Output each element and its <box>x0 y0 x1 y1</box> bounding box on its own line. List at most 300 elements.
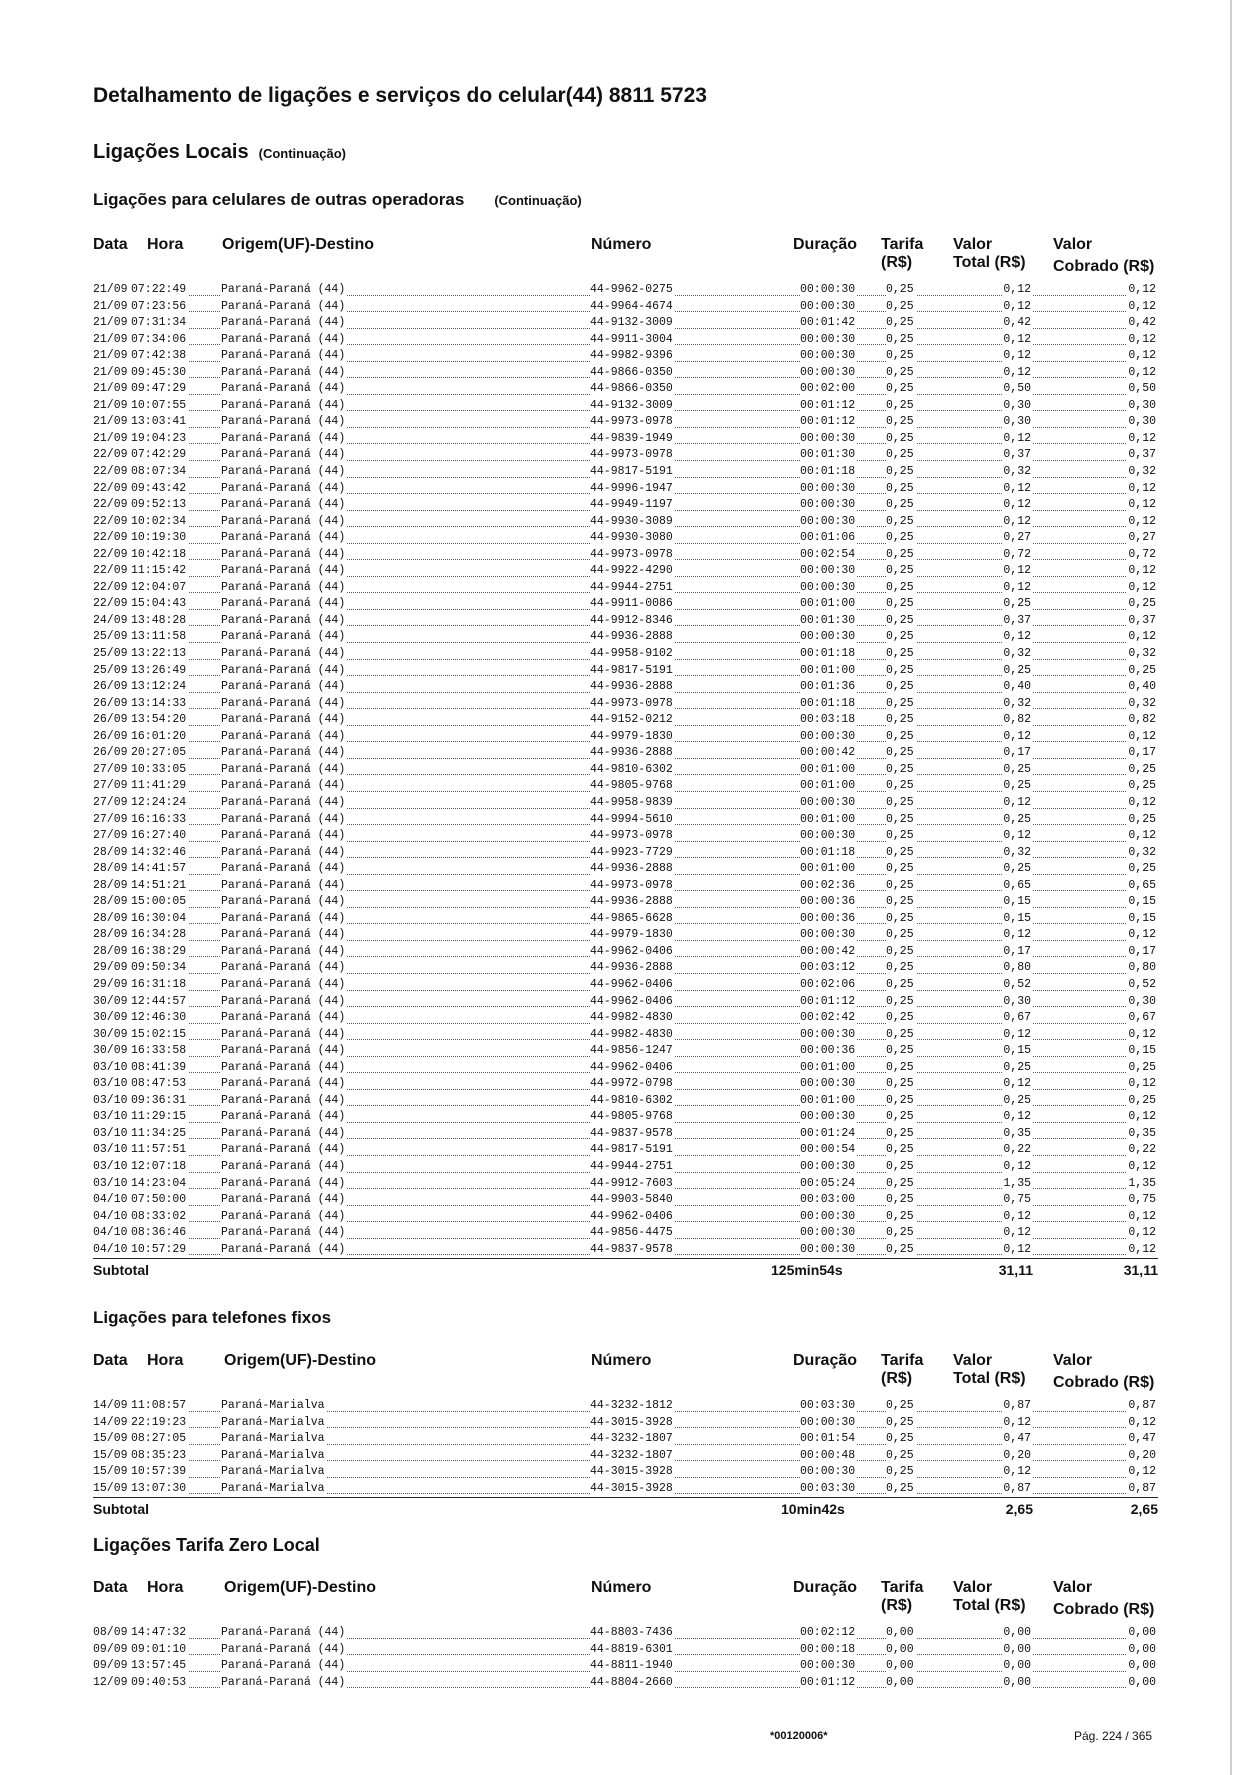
cell-data: 03/10 <box>93 1176 128 1190</box>
cell-duracao: 00:00:30 <box>800 1242 856 1256</box>
cell-numero: 44-9810-6302 <box>590 1093 673 1107</box>
cell-duracao: 00:03:30 <box>800 1399 856 1412</box>
cell-tarifa: 0,25 <box>886 1242 914 1256</box>
table-row <box>93 596 1158 613</box>
cell-valor-total: 0,12 <box>1003 299 1031 313</box>
cell-tarifa: 0,25 <box>886 1011 914 1025</box>
cell-data: 28/09 <box>93 895 128 909</box>
cell-origem: Paraná-Marialva <box>221 1415 325 1429</box>
cell-tarifa: 0,25 <box>886 481 914 495</box>
cell-hora: 09:45:30 <box>131 365 187 379</box>
cell-numero: 44-9922-4290 <box>590 564 673 578</box>
cell-origem: Paraná-Paraná (44) <box>221 911 346 925</box>
col-valor-cobrado-sub: Cobrado (R$) <box>1053 1374 1155 1391</box>
cell-tarifa: 0,25 <box>886 944 914 958</box>
table-row <box>93 613 1158 630</box>
cell-hora: 15:04:43 <box>131 597 187 611</box>
cell-valor-total: 0,30 <box>1003 994 1031 1008</box>
cell-numero: 44-9979-1830 <box>590 928 673 942</box>
cell-tarifa: 0,25 <box>886 1226 914 1240</box>
cell-origem: Paraná-Paraná (44) <box>221 514 346 528</box>
cell-numero: 44-9973-0978 <box>590 415 673 429</box>
cell-valor-total: 0,22 <box>1003 1143 1031 1157</box>
table-row <box>93 315 1158 332</box>
col-valor-total <box>953 1352 1026 1388</box>
cell-duracao: 00:00:42 <box>800 746 856 760</box>
page-number: Pág. 224 / 365 <box>1074 1729 1153 1743</box>
cell-valor-cobrado: 0,75 <box>1128 1193 1156 1207</box>
cell-numero: 44-9973-0978 <box>590 547 673 561</box>
fixos-rows <box>93 1398 1158 1497</box>
cell-data: 12/09 <box>93 1675 128 1689</box>
cell-hora: 07:23:56 <box>131 299 187 313</box>
cell-numero: 44-9936-2888 <box>590 746 673 760</box>
table-row <box>93 944 1158 961</box>
table-row <box>93 299 1158 316</box>
cell-tarifa: 0,25 <box>886 398 914 412</box>
cell-numero: 44-9936-2888 <box>590 630 673 644</box>
cell-data: 29/09 <box>93 977 128 991</box>
cell-numero: 44-9817-5191 <box>590 663 673 677</box>
cell-origem: Paraná-Paraná (44) <box>221 283 346 296</box>
cell-origem: Paraná-Paraná (44) <box>221 1159 346 1173</box>
cell-hora: 16:33:58 <box>131 1044 187 1058</box>
cell-tarifa: 0,25 <box>886 1143 914 1157</box>
cell-hora: 10:07:55 <box>131 398 187 412</box>
cell-valor-cobrado: 0,00 <box>1128 1626 1156 1639</box>
cell-valor-total: 0,12 <box>1003 1209 1031 1223</box>
cell-tarifa: 0,25 <box>886 862 914 876</box>
table-row <box>93 1398 1158 1415</box>
cell-duracao: 00:00:30 <box>800 332 856 346</box>
cell-hora: 08:36:46 <box>131 1226 187 1240</box>
cell-hora: 10:42:18 <box>131 547 187 561</box>
table-row <box>93 332 1158 349</box>
cell-valor-total: 0,32 <box>1003 647 1031 661</box>
col-hora: Hora <box>147 1579 184 1596</box>
cell-duracao: 00:00:42 <box>800 944 856 958</box>
cell-origem: Paraná-Paraná (44) <box>221 1077 346 1091</box>
cell-hora: 16:34:28 <box>131 928 187 942</box>
cell-valor-total: 0,87 <box>1003 1399 1031 1412</box>
cell-hora: 09:50:34 <box>131 961 187 975</box>
cell-hora: 10:57:39 <box>131 1465 187 1479</box>
col-valor-cobrado <box>1053 1352 1155 1391</box>
cell-valor-total: 0,12 <box>1003 498 1031 512</box>
col-valor-total-sub: Total (R$) <box>953 1370 1026 1387</box>
cell-numero: 44-9856-4475 <box>590 1226 673 1240</box>
cell-valor-total: 0,12 <box>1003 1159 1031 1173</box>
cell-valor-total: 0,30 <box>1003 415 1031 429</box>
cell-duracao: 00:00:30 <box>800 829 856 843</box>
cell-numero: 44-9962-0406 <box>590 1209 673 1223</box>
cell-numero: 44-9817-5191 <box>590 1143 673 1157</box>
table-row <box>93 762 1158 779</box>
col-valor-cobrado-sub: Cobrado (R$) <box>1053 258 1155 275</box>
cell-valor-total: 0,32 <box>1003 696 1031 710</box>
cell-valor-cobrado: 0,87 <box>1128 1399 1156 1412</box>
table-header <box>93 236 1158 282</box>
cell-numero: 44-3232-1807 <box>590 1432 673 1446</box>
cell-numero: 44-9936-2888 <box>590 895 673 909</box>
cell-valor-cobrado: 0,12 <box>1128 1415 1156 1429</box>
cell-valor-cobrado: 0,12 <box>1128 729 1156 743</box>
cell-tarifa: 0,25 <box>886 1481 914 1495</box>
cell-origem: Paraná-Paraná (44) <box>221 1626 346 1639</box>
cell-tarifa: 0,25 <box>886 829 914 843</box>
cell-numero: 44-9994-5610 <box>590 812 673 826</box>
subtotal-label: Subtotal <box>93 1501 149 1518</box>
cell-duracao: 00:02:12 <box>800 1626 856 1639</box>
cell-tarifa: 0,25 <box>886 1415 914 1429</box>
cell-origem: Paraná-Paraná (44) <box>221 1176 346 1190</box>
table-row <box>93 795 1158 812</box>
cell-data: 15/09 <box>93 1432 128 1446</box>
cell-valor-total: 0,12 <box>1003 795 1031 809</box>
cell-valor-cobrado: 0,25 <box>1128 862 1156 876</box>
cell-numero: 44-9866-0350 <box>590 382 673 396</box>
cell-data: 15/09 <box>93 1481 128 1495</box>
cell-valor-total: 0,12 <box>1003 365 1031 379</box>
table-header <box>93 1352 1158 1398</box>
cell-valor-cobrado: 0,12 <box>1128 580 1156 594</box>
cell-tarifa: 0,25 <box>886 746 914 760</box>
col-valor-cobrado <box>1053 236 1155 275</box>
cell-tarifa: 0,25 <box>886 994 914 1008</box>
cell-tarifa: 0,25 <box>886 1399 914 1412</box>
cell-valor-cobrado: 0,12 <box>1128 795 1156 809</box>
col-hora: Hora <box>147 1352 184 1369</box>
cell-tarifa: 0,25 <box>886 564 914 578</box>
cell-duracao: 00:01:12 <box>800 1675 856 1689</box>
table-row <box>93 1109 1158 1126</box>
cell-origem: Paraná-Paraná (44) <box>221 630 346 644</box>
cell-valor-cobrado: 0,32 <box>1128 696 1156 710</box>
fixos-subtotal <box>93 1497 1158 1520</box>
cell-valor-cobrado: 0,72 <box>1128 547 1156 561</box>
cell-valor-total: 0,37 <box>1003 613 1031 627</box>
cell-origem: Paraná-Paraná (44) <box>221 1193 346 1207</box>
cell-origem: Paraná-Paraná (44) <box>221 696 346 710</box>
cell-data: 09/09 <box>93 1642 128 1656</box>
cell-tarifa: 0,00 <box>886 1642 914 1656</box>
cell-hora: 07:34:06 <box>131 332 187 346</box>
celulares-subtotal <box>93 1258 1158 1281</box>
col-duracao: Duração <box>793 1352 858 1369</box>
cell-tarifa: 0,25 <box>886 1209 914 1223</box>
cell-valor-total: 0,87 <box>1003 1481 1031 1495</box>
cell-numero: 44-9911-3004 <box>590 332 673 346</box>
cell-data: 26/09 <box>93 680 128 694</box>
cell-tarifa: 0,25 <box>886 928 914 942</box>
cell-hora: 08:35:23 <box>131 1448 187 1462</box>
cell-valor-total: 0,12 <box>1003 1110 1031 1124</box>
cell-valor-total: 0,25 <box>1003 1093 1031 1107</box>
cell-origem: Paraná-Paraná (44) <box>221 663 346 677</box>
cell-numero: 44-9911-0086 <box>590 597 673 611</box>
cell-valor-total: 0,00 <box>1003 1642 1031 1656</box>
cell-numero: 44-9805-9768 <box>590 1110 673 1124</box>
cell-duracao: 00:01:18 <box>800 696 856 710</box>
cell-tarifa: 0,25 <box>886 961 914 975</box>
cell-duracao: 00:00:30 <box>800 630 856 644</box>
cell-hora: 07:42:29 <box>131 448 187 462</box>
cell-origem: Paraná-Paraná (44) <box>221 1110 346 1124</box>
cell-numero: 44-8804-2660 <box>590 1675 673 1689</box>
cell-valor-cobrado: 0,27 <box>1128 531 1156 545</box>
cell-hora: 13:14:33 <box>131 696 187 710</box>
col-tarifa-label: Tarifa <box>881 1579 924 1596</box>
cell-numero: 44-8819-6301 <box>590 1642 673 1656</box>
cell-numero: 44-9930-3080 <box>590 531 673 545</box>
table-row <box>93 481 1158 498</box>
cell-tarifa: 0,25 <box>886 1176 914 1190</box>
cell-duracao: 00:01:12 <box>800 994 856 1008</box>
cell-duracao: 00:01:06 <box>800 531 856 545</box>
cell-origem: Paraná-Paraná (44) <box>221 448 346 462</box>
cell-origem: Paraná-Paraná (44) <box>221 365 346 379</box>
cell-tarifa: 0,25 <box>886 1077 914 1091</box>
cell-tarifa: 0,25 <box>886 1448 914 1462</box>
cell-data: 28/09 <box>93 862 128 876</box>
cell-hora: 13:22:13 <box>131 647 187 661</box>
cell-origem: Paraná-Paraná (44) <box>221 580 346 594</box>
cell-data: 22/09 <box>93 564 128 578</box>
cell-duracao: 00:03:12 <box>800 961 856 975</box>
cell-tarifa: 0,25 <box>886 812 914 826</box>
cell-valor-cobrado: 0,87 <box>1128 1481 1156 1495</box>
cell-valor-cobrado: 0,12 <box>1128 498 1156 512</box>
cell-data: 21/09 <box>93 299 128 313</box>
cell-valor-cobrado: 0,12 <box>1128 564 1156 578</box>
cell-valor-cobrado: 0,20 <box>1128 1448 1156 1462</box>
cell-tarifa: 0,25 <box>886 465 914 479</box>
cell-tarifa: 0,25 <box>886 1093 914 1107</box>
cell-hora: 16:31:18 <box>131 977 187 991</box>
cell-valor-cobrado: 0,12 <box>1128 1027 1156 1041</box>
cell-data: 21/09 <box>93 365 128 379</box>
cell-hora: 08:27:05 <box>131 1432 187 1446</box>
cell-tarifa: 0,25 <box>886 1159 914 1173</box>
cell-origem: Paraná-Paraná (44) <box>221 862 346 876</box>
cell-numero: 44-3232-1807 <box>590 1448 673 1462</box>
cell-data: 26/09 <box>93 746 128 760</box>
cell-valor-cobrado: 0,12 <box>1128 829 1156 843</box>
col-origem: Origem(UF)-Destino <box>224 1579 376 1596</box>
cell-hora: 11:29:15 <box>131 1110 187 1124</box>
cell-duracao: 00:01:00 <box>800 597 856 611</box>
col-origem: Origem(UF)-Destino <box>224 1352 376 1369</box>
cell-valor-cobrado: 0,00 <box>1128 1675 1156 1689</box>
section-note: (Continuação) <box>258 146 347 161</box>
cell-data: 03/10 <box>93 1093 128 1107</box>
cell-hora: 13:07:30 <box>131 1481 187 1495</box>
cell-origem: Paraná-Paraná (44) <box>221 746 346 760</box>
cell-valor-total: 0,30 <box>1003 398 1031 412</box>
cell-valor-cobrado: 0,12 <box>1128 431 1156 445</box>
cell-valor-cobrado: 0,12 <box>1128 349 1156 363</box>
cell-tarifa: 0,25 <box>886 448 914 462</box>
cell-origem: Paraná-Paraná (44) <box>221 994 346 1008</box>
cell-duracao: 00:00:30 <box>800 1159 856 1173</box>
cell-hora: 08:07:34 <box>131 465 187 479</box>
cell-valor-cobrado: 0,12 <box>1128 1226 1156 1240</box>
tarifa-zero-table <box>93 1579 1158 1691</box>
col-duracao: Duração <box>793 236 858 253</box>
cell-hora: 12:44:57 <box>131 994 187 1008</box>
cell-tarifa: 0,25 <box>886 299 914 313</box>
cell-data: 03/10 <box>93 1143 128 1157</box>
cell-valor-cobrado: 0,12 <box>1128 283 1156 296</box>
cell-data: 03/10 <box>93 1126 128 1140</box>
cell-hora: 13:03:41 <box>131 415 187 429</box>
cell-duracao: 00:01:00 <box>800 779 856 793</box>
cell-valor-total: 0,12 <box>1003 928 1031 942</box>
cell-numero: 44-9973-0978 <box>590 878 673 892</box>
cell-data: 27/09 <box>93 779 128 793</box>
cell-hora: 09:52:13 <box>131 498 187 512</box>
table-row <box>93 530 1158 547</box>
cell-origem: Paraná-Paraná (44) <box>221 1242 346 1256</box>
section-title-text: Ligações Locais <box>93 141 249 163</box>
cell-data: 22/09 <box>93 481 128 495</box>
cell-valor-total: 0,12 <box>1003 283 1031 296</box>
col-tarifa <box>881 1352 923 1388</box>
table-header <box>93 1579 1158 1625</box>
table-row <box>93 1126 1158 1143</box>
cell-tarifa: 0,25 <box>886 415 914 429</box>
cell-valor-total: 0,00 <box>1003 1675 1031 1689</box>
cell-origem: Paraná-Paraná (44) <box>221 299 346 313</box>
cell-numero: 44-9958-9102 <box>590 647 673 661</box>
cell-duracao: 00:00:30 <box>800 928 856 942</box>
cell-numero: 44-3015-3928 <box>590 1465 673 1479</box>
cell-duracao: 00:01:12 <box>800 398 856 412</box>
cell-tarifa: 0,25 <box>886 729 914 743</box>
col-data: Data <box>93 236 128 253</box>
cell-duracao: 00:00:30 <box>800 1209 856 1223</box>
cell-duracao: 00:01:00 <box>800 762 856 776</box>
cell-numero: 44-9962-0406 <box>590 1060 673 1074</box>
cell-hora: 10:19:30 <box>131 531 187 545</box>
cell-tarifa: 0,25 <box>886 531 914 545</box>
cell-origem: Paraná-Paraná (44) <box>221 795 346 809</box>
section-title <box>93 141 346 164</box>
cell-duracao: 00:00:30 <box>800 1226 856 1240</box>
table-row <box>93 365 1158 382</box>
cell-data: 21/09 <box>93 332 128 346</box>
cell-data: 21/09 <box>93 316 128 330</box>
cell-tarifa: 0,25 <box>886 911 914 925</box>
cell-origem: Paraná-Paraná (44) <box>221 531 346 545</box>
cell-hora: 07:50:00 <box>131 1193 187 1207</box>
cell-valor-total: 0,00 <box>1003 1626 1031 1639</box>
cell-numero: 44-9132-3009 <box>590 398 673 412</box>
cell-origem: Paraná-Paraná (44) <box>221 1209 346 1223</box>
cell-valor-cobrado: 0,65 <box>1128 878 1156 892</box>
cell-hora: 11:41:29 <box>131 779 187 793</box>
col-valor-cobrado-label: Valor <box>1053 236 1093 253</box>
cell-valor-cobrado: 0,12 <box>1128 299 1156 313</box>
cell-valor-total: 1,35 <box>1003 1176 1031 1190</box>
cell-duracao: 00:00:30 <box>800 498 856 512</box>
cell-hora: 13:48:28 <box>131 613 187 627</box>
cell-valor-cobrado: 0,25 <box>1128 1093 1156 1107</box>
cell-duracao: 00:00:36 <box>800 1044 856 1058</box>
cell-origem: Paraná-Paraná (44) <box>221 415 346 429</box>
cell-data: 28/09 <box>93 878 128 892</box>
cell-hora: 10:33:05 <box>131 762 187 776</box>
cell-valor-total: 0,12 <box>1003 729 1031 743</box>
cell-valor-cobrado: 0,25 <box>1128 762 1156 776</box>
cell-valor-cobrado: 0,12 <box>1128 630 1156 644</box>
cell-data: 27/09 <box>93 812 128 826</box>
cell-valor-cobrado: 0,12 <box>1128 1077 1156 1091</box>
cell-duracao: 00:01:30 <box>800 613 856 627</box>
cell-duracao: 00:01:18 <box>800 465 856 479</box>
cell-hora: 12:07:18 <box>131 1159 187 1173</box>
col-valor-total-sub: Total (R$) <box>953 254 1026 271</box>
cell-origem: Paraná-Marialva <box>221 1465 325 1479</box>
cell-data: 15/09 <box>93 1465 128 1479</box>
cell-hora: 14:32:46 <box>131 845 187 859</box>
col-valor-total-label: Valor <box>953 1352 993 1369</box>
table-row <box>93 580 1158 597</box>
table-row <box>93 878 1158 895</box>
cell-data: 26/09 <box>93 696 128 710</box>
cell-numero: 44-9936-2888 <box>590 680 673 694</box>
cell-origem: Paraná-Paraná (44) <box>221 977 346 991</box>
table-row <box>93 1060 1158 1077</box>
cell-hora: 08:41:39 <box>131 1060 187 1074</box>
cell-numero: 44-9962-0406 <box>590 944 673 958</box>
cell-hora: 13:54:20 <box>131 713 187 727</box>
cell-valor-total: 0,15 <box>1003 911 1031 925</box>
cell-valor-total: 0,12 <box>1003 1077 1031 1091</box>
cell-valor-cobrado: 0,35 <box>1128 1126 1156 1140</box>
cell-data: 21/09 <box>93 415 128 429</box>
subtotal-valor-total: 2,65 <box>1005 1501 1033 1518</box>
col-tarifa-unit: (R$) <box>881 254 913 271</box>
cell-duracao: 00:00:30 <box>800 1415 856 1429</box>
cell-origem: Paraná-Paraná (44) <box>221 845 346 859</box>
cell-tarifa: 0,25 <box>886 1126 914 1140</box>
cell-valor-total: 0,25 <box>1003 812 1031 826</box>
cell-valor-cobrado: 0,32 <box>1128 647 1156 661</box>
cell-numero: 44-9152-0212 <box>590 713 673 727</box>
table-row <box>93 514 1158 531</box>
cell-origem: Paraná-Paraná (44) <box>221 1126 346 1140</box>
cell-tarifa: 0,25 <box>886 779 914 793</box>
cell-tarifa: 0,25 <box>886 713 914 727</box>
col-hora: Hora <box>147 236 184 253</box>
cell-data: 28/09 <box>93 944 128 958</box>
table-row <box>93 745 1158 762</box>
cell-numero: 44-9982-4830 <box>590 1027 673 1041</box>
table-row <box>93 1142 1158 1159</box>
tarifa-zero-rows <box>93 1625 1158 1691</box>
cell-valor-cobrado: 0,15 <box>1128 895 1156 909</box>
cell-valor-cobrado: 0,30 <box>1128 415 1156 429</box>
cell-data: 21/09 <box>93 283 128 296</box>
cell-hora: 16:16:33 <box>131 812 187 826</box>
cell-valor-cobrado: 0,50 <box>1128 382 1156 396</box>
cell-valor-total: 0,15 <box>1003 895 1031 909</box>
cell-valor-cobrado: 0,32 <box>1128 845 1156 859</box>
tarifa-zero-title: Ligações Tarifa Zero Local <box>93 1535 320 1555</box>
cell-duracao: 00:01:00 <box>800 663 856 677</box>
cell-data: 04/10 <box>93 1226 128 1240</box>
